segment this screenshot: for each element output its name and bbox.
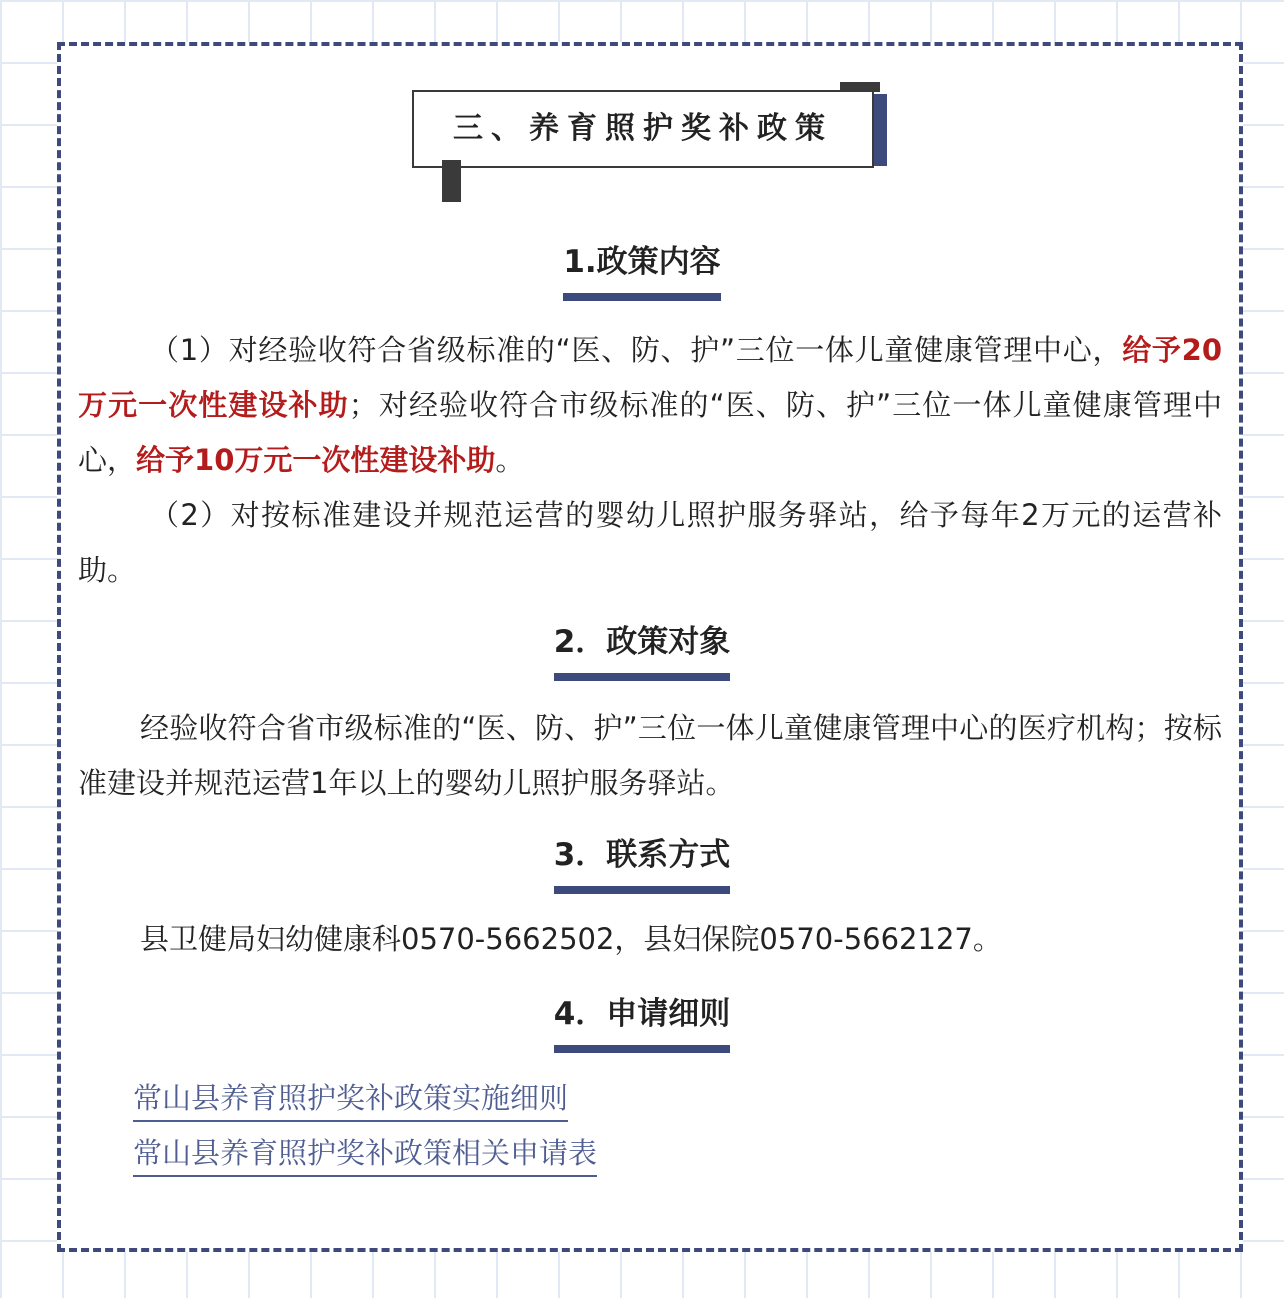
application-heading-text: 4．申请细则 [554, 996, 731, 1053]
application-form-link[interactable]: 常山县养育照护奖补政策相关申请表 [133, 1135, 597, 1177]
item1-highlight-a: 给予20万元一次性建设补助 [78, 333, 1223, 422]
contact-heading-text: 3．联系方式 [554, 837, 731, 894]
item1-text-b: ；对经验收符合市级标准的“医、防、护”三位一体儿童健康管理中心， [78, 388, 1222, 477]
policy-target-text: 经验收符合省市级标准的“医、防、护”三位一体儿童健康管理中心的医疗机构；按标准建设并规范运营1年以上的婴幼儿照护服务驿站。 [78, 711, 1222, 800]
section-title: 三、养育照护奖补政策 [453, 111, 833, 146]
contact-text: 县卫健局妇幼健康科0570-5662502，县妇保院0570-5662127。 [140, 922, 1002, 956]
item1-highlight-b: 给予10万元一次性建设补助 [136, 443, 496, 477]
contact-heading [0, 837, 1284, 894]
policy-target-heading-text: 2．政策对象 [554, 624, 731, 681]
implementation-rules-link[interactable]: 常山县养育照护奖补政策实施细则 [133, 1080, 568, 1122]
policy-content-item1 [78, 323, 1222, 488]
application-heading [0, 996, 1284, 1053]
policy-content-heading [0, 244, 1284, 301]
policy-content-heading-text: 1.政策内容 [563, 244, 720, 301]
policy-content-item2: （2）对按标准建设并规范运营的婴幼儿照护服务驿站，给予每年2万元的运营补助。 [78, 498, 1222, 587]
item1-text-c: 。 [495, 443, 525, 477]
section-banner [412, 82, 890, 204]
policy-target-heading [0, 624, 1284, 681]
item1-text-a: （1）对经验收符合省级标准的“医、防、护”三位一体儿童健康管理中心， [150, 333, 1123, 367]
